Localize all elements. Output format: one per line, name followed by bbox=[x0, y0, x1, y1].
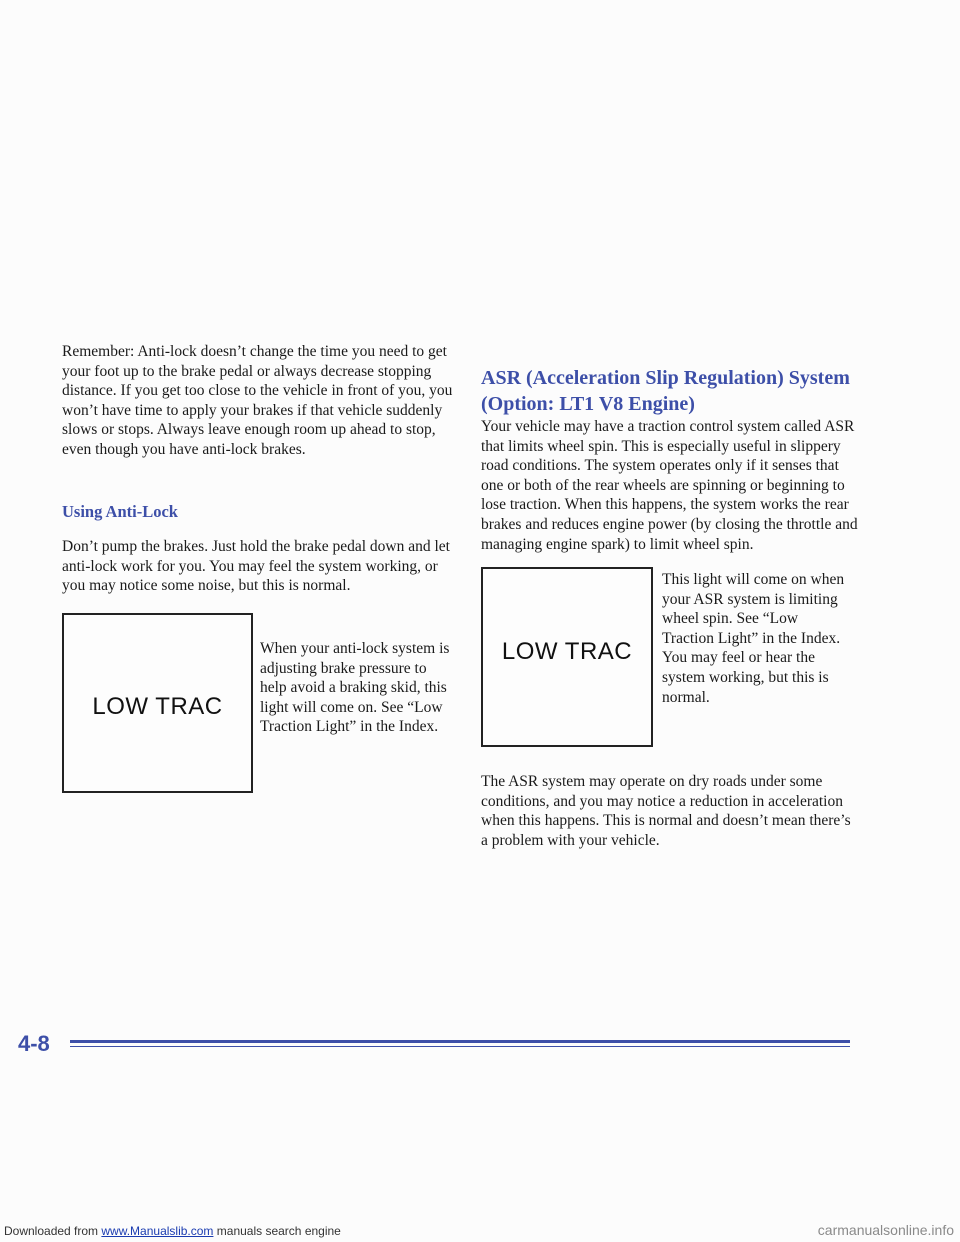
low-trac-indicator-left bbox=[62, 613, 253, 793]
low-trac-label-left: LOW TRAC bbox=[92, 693, 223, 720]
footer-prefix: Downloaded from bbox=[4, 1224, 102, 1238]
footer-rule-thin bbox=[70, 1046, 850, 1047]
asr-heading: ASR (Acceleration Slip Regulation) System (Option: LT1 V8 Engine) bbox=[481, 367, 850, 415]
left-indicator-caption: When your anti-lock system is adjusting brake pressure to help avoid a braking skid, this light will come on. See “Low Traction Light” in the Index. bbox=[260, 640, 450, 736]
page-number: 4-8 bbox=[18, 1031, 50, 1056]
low-trac-indicator-right bbox=[481, 567, 653, 747]
asr-intro-paragraph: Your vehicle may have a traction control system called ASR that limits wheel spin. This is especially useful in slippery road conditions. The system operates only if it senses that one or both of the rear wheels are spinning or beginning to lose traction. When this happens, the system works the rear brakes and reduces engine power (by closing the throttle and managing engine spark) to limit wheel spin. bbox=[481, 418, 858, 553]
left-intro-paragraph: Remember: Anti-lock doesn’t change the time you need to get your foot up to the brake pedal or always decrease stopping distance. If you get too close to the vehicle in front of you, you won’t have time to apply your brakes if that vehicle suddenly slows or stops. Always leave enough room up ahead to stop, even though you have anti-lock brakes. bbox=[62, 343, 453, 458]
using-anti-lock-paragraph: Don’t pump the brakes. Just hold the brake pedal down and let anti-lock work for you. You may feel the system working, or you may notice some noise, but this is normal. bbox=[62, 538, 450, 595]
download-footer bbox=[4, 1224, 341, 1238]
right-indicator-caption: This light will come on when your ASR system is limiting wheel spin. See “Low Traction Light” in the Index. You may feel or hear the system working, but this is normal. bbox=[662, 571, 845, 706]
footer-rule-thick bbox=[70, 1040, 850, 1043]
using-anti-lock-heading: Using Anti-Lock bbox=[62, 502, 178, 521]
manualslib-link[interactable]: www.Manualslib.com bbox=[101, 1224, 214, 1238]
asr-closing-paragraph: The ASR system may operate on dry roads under some conditions, and you may notice a reduction in acceleration when this happens. This is normal and doesn’t mean there’s a problem with your vehicle. bbox=[481, 773, 851, 849]
footer-suffix: manuals search engine bbox=[213, 1224, 341, 1238]
low-trac-label-right: LOW TRAC bbox=[501, 638, 633, 665]
watermark: carmanualsonline.info bbox=[817, 1222, 954, 1238]
